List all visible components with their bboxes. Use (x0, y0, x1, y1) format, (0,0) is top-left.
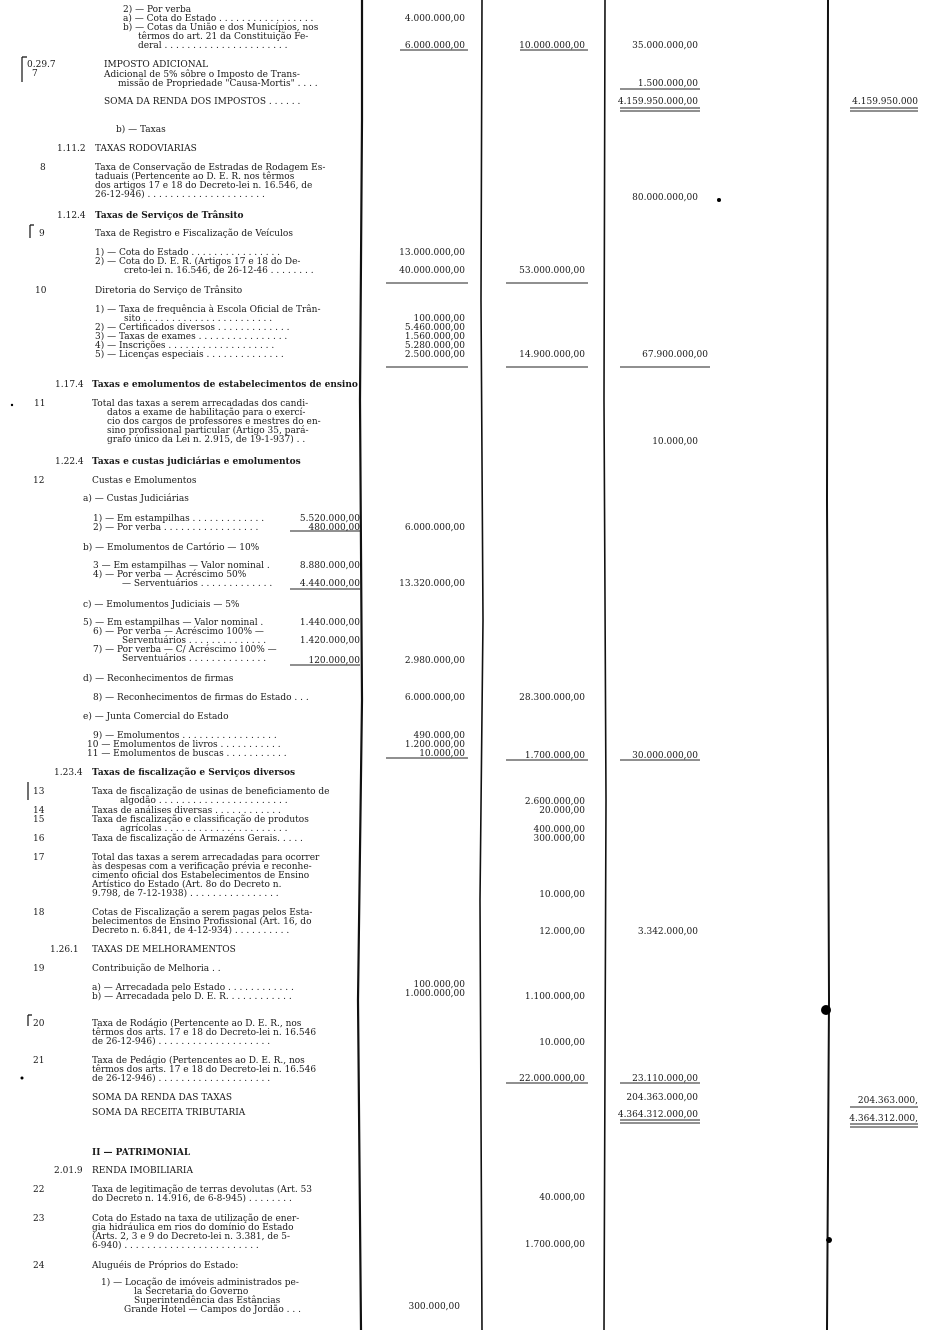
amount-value: 1.500.000,00 (637, 79, 698, 89)
amount-value: 80.000.000,00 (632, 193, 698, 203)
text-line: Serventuários . . . . . . . . . . . . . . (122, 654, 267, 664)
amount-value: 23.110.000,00 (632, 1074, 698, 1084)
text-line: II — PATRIMONIAL (92, 1148, 191, 1158)
text-line: a) — Custas Judiciárias (83, 494, 189, 504)
text-line: SOMA DA RENDA DOS IMPOSTOS . . . . . . (104, 97, 301, 107)
amount-value: 10.000,00 (652, 437, 698, 447)
text-line: 14 (33, 806, 45, 816)
text-line: Diretoria do Serviço de Trânsito (95, 286, 243, 296)
text-line: 2) — Certificados diversos . . . . . . . . . . . . . (95, 323, 290, 333)
text-line: Superintendência das Estâncias (134, 1296, 281, 1306)
text-line: sino profissional particular (Artigo 35, pará- (107, 426, 309, 436)
text-line: dos artigos 17 e 18 do Decreto-lei n. 16.546, de (95, 181, 313, 191)
text-line: 2) — Por verba . . . . . . . . . . . . . . . . . (93, 523, 259, 533)
text-line: Taxas de Serviços de Trânsito (95, 211, 244, 221)
text-line: sito . . . . . . . . . . . . . . . . . . . . . . . (124, 314, 273, 324)
text-line: 11 (34, 399, 46, 409)
text-line: Taxas e emolumentos de estabelecimentos de ensino (92, 380, 358, 390)
text-line: Taxa de Conservação de Estradas de Rodagem Es- (95, 163, 326, 173)
text-line: Taxas e custas judiciárias e emolumentos (92, 457, 301, 467)
text-line: às despesas com a verificação prévia e reconhe- (92, 862, 312, 872)
amount-value: 35.000.000,00 (632, 41, 698, 51)
text-line: Cota do Estado na taxa de utilização de ener- (92, 1214, 300, 1224)
text-line: Taxas de análises diversas . . . . . . . . . . . . (92, 806, 281, 816)
text-line: 24 (33, 1261, 45, 1271)
text-line: 17 (33, 853, 45, 863)
amount-value: 4.364.312.000,00 (617, 1110, 698, 1120)
amount-value: 1.200.000,00 (404, 740, 465, 750)
text-line: têrmos do art. 21 da Constituição Fe- (138, 32, 309, 42)
text-line: 1.26.1 (50, 945, 79, 955)
amount-value: 300.000,00 (533, 834, 585, 844)
amount-value: 67.900.000,00 (642, 350, 708, 360)
text-line: Taxa de Pedágio (Pertencentes ao D. E. R., nos (92, 1056, 305, 1066)
text-line: Contribuição de Melhoria . . (92, 964, 221, 974)
amount-value: 6.000.000,00 (404, 693, 465, 703)
text-line: SOMA DA RECEITA TRIBUTARIA (92, 1108, 246, 1118)
text-line: 8) — Reconhecimentos de firmas do Estado . . . (93, 693, 309, 703)
text-line: 22 (33, 1185, 45, 1195)
text-line: Decreto n. 6.841, de 4-12-934) . . . . . . . . . . (92, 926, 290, 936)
text-line: têrmos dos arts. 17 e 18 do Decreto-lei n. 16.546 (92, 1028, 317, 1038)
amount-value: 12.000,00 (539, 927, 585, 937)
amount-value: 2.500.000,00 (404, 350, 465, 360)
amount-value: 53.000.000,00 (519, 266, 585, 276)
amount-value: 6.000.000,00 (404, 523, 465, 533)
amount-value: 4.159.950.000 (852, 97, 918, 107)
text-line: e) — Junta Comercial do Estado (83, 712, 229, 722)
text-line: a) — Cota do Estado . . . . . . . . . . . . . . . . . (123, 14, 314, 24)
text-line: 3 — Em estampilhas — Valor nominal . (93, 561, 270, 571)
amount-value: 6.000.000,00 (404, 41, 465, 51)
text-line: 23 (33, 1214, 45, 1224)
text-line: 3) — Taxas de exames . . . . . . . . . . . . . . . . (95, 332, 288, 342)
text-line: 5) — Licenças especiais . . . . . . . . . . . . . . (95, 350, 284, 360)
text-line: Custas e Emolumentos (92, 476, 197, 486)
text-line: d) — Reconhecimentos de firmas (83, 674, 234, 684)
text-line: 2) — Por verba (123, 5, 192, 15)
amount-value: 204.363.000, (857, 1096, 918, 1106)
text-line: agrícolas . . . . . . . . . . . . . . . . . . . . . . (120, 824, 288, 834)
text-line: Taxa de Registro e Fiscalização de Veículos (95, 229, 293, 239)
text-line: 21 (33, 1056, 45, 1066)
text-line: 2) — Cota do D. E. R. (Artigos 17 e 18 do De- (95, 257, 301, 267)
text-line: (Arts. 2, 3 e 9 do Decreto-lei n. 3.381, de 5- (92, 1232, 291, 1242)
text-line: Adicional de 5% sôbre o Imposto de Trans- (104, 70, 300, 80)
text-line: belecimentos de Ensino Profissional (Art. 16, do (92, 917, 312, 927)
text-line: gia hidráulica em rios do domínio do Estado (92, 1223, 294, 1233)
amount-value: 120.000,00 (308, 656, 360, 666)
text-line: 1) — Locação de imóveis administrados pe- (101, 1278, 299, 1288)
text-line: IMPOSTO ADICIONAL (104, 60, 209, 70)
text-line: taduais (Pertencente ao D. E. R. nos têrmos (95, 172, 295, 182)
text-line: 11 — Emolumentos de buscas . . . . . . . . . . . (87, 749, 287, 759)
text-line: Artístico do Estado (Art. 8o do Decreto n. (92, 880, 282, 890)
text-line: 1.17.4 (55, 380, 84, 390)
text-line: 6) — Por verba — Acréscimo 100% — (93, 627, 264, 637)
text-line: 13 (33, 787, 45, 797)
amount-value: 22.000.000,00 (519, 1074, 585, 1084)
amount-value: 10.000,00 (539, 890, 585, 900)
text-line: algodão . . . . . . . . . . . . . . . . . . . . . . . (120, 796, 288, 806)
text-line: 20 (33, 1019, 45, 1029)
text-line: cio dos cargos de professores e mestres do en- (107, 417, 321, 427)
amount-value: 10.000.000,00 (519, 41, 585, 51)
text-line: 12 (33, 476, 45, 486)
amount-value: 28.300.000,00 (519, 693, 585, 703)
amount-value: 100.000,00 (413, 980, 465, 990)
text-line: b) — Emolumentos de Cartório — 10% (83, 543, 260, 553)
text-line: Taxas de fiscalização e Serviços diversos (92, 768, 296, 778)
text-line: 1.23.4 (54, 768, 83, 778)
text-line: 9 (39, 229, 45, 239)
text-line: 7 (32, 69, 38, 79)
text-line: 1) — Cota do Estado . . . . . . . . . . . . . . . . (95, 248, 281, 258)
amount-value: 4.440.000,00 (299, 579, 360, 589)
text-line: Serventuários . . . . . . . . . . . . . . (122, 636, 267, 646)
text-line: missão de Propriedade "Causa-Mortis" . . . . (118, 79, 318, 89)
text-line: 1.12.4 (57, 211, 86, 221)
text-line: b) — Arrecadada pelo D. E. R. . . . . . . . . . . . (92, 992, 292, 1002)
amount-value: 1.000.000,00 (404, 989, 465, 999)
text-line: deral . . . . . . . . . . . . . . . . . . . . . . (138, 41, 288, 51)
text-line: — Serventuários . . . . . . . . . . . . . (122, 579, 273, 589)
text-line: Total das taxas a serem arrecadadas para ocorrer (92, 853, 320, 863)
amount-value: 4.159.950.000,00 (617, 97, 698, 107)
amount-value: 5.280.000,00 (404, 341, 465, 351)
text-line: 10 — Emolumentos de livros . . . . . . . . . . . (87, 740, 281, 750)
text-line: Cotas de Fiscalização a serem pagas pelos Esta- (92, 908, 313, 918)
amount-value: 1.700.000,00 (524, 1240, 585, 1250)
text-line: 1.22.4 (55, 457, 84, 467)
amount-value: 1.560.000,00 (404, 332, 465, 342)
amount-value: 10.000,00 (419, 749, 465, 759)
text-line: Taxa de Rodágio (Pertencente ao D. E. R., nos (92, 1019, 302, 1029)
text-line: la Secretaria do Governo (134, 1287, 249, 1297)
text-line: têrmos dos arts. 17 e 18 do Decreto-lei n. 16.546 (92, 1065, 317, 1075)
amount-value: 490.000,00 (413, 731, 465, 741)
text-line: Taxa de fiscalização e classificação de produtos (92, 815, 309, 825)
text-line: de 26-12-946) . . . . . . . . . . . . . . . . . . . . (92, 1074, 271, 1084)
text-line: 9) — Emolumentos . . . . . . . . . . . . . . . . . (93, 731, 277, 741)
amount-value: 1.700.000,00 (524, 751, 585, 761)
text-line: 6-940) . . . . . . . . . . . . . . . . . . . . . . . . (92, 1241, 259, 1251)
text-line: 2.01.9 (54, 1166, 83, 1176)
text-line: b) — Cotas da União e dos Municípios, nos (123, 23, 319, 33)
text-line: 26-12-946) . . . . . . . . . . . . . . . . . . . . . (95, 190, 265, 200)
amount-value: 400.000,00 (533, 825, 585, 835)
text-line: SOMA DA RENDA DAS TAXAS (92, 1093, 232, 1103)
text-line: 1.11.2 (57, 144, 86, 154)
text-line: creto-lei n. 16.546, de 26-12-46 . . . . . . . . (124, 266, 314, 276)
amount-value: 4.364.312.000, (849, 1114, 918, 1124)
amount-value: 13.000.000,00 (399, 248, 465, 258)
text-line: Aluguéis de Próprios do Estado: (92, 1261, 239, 1271)
text-line: 1) — Em estampilhas . . . . . . . . . . . . . (93, 514, 265, 524)
text-line: 8 (40, 163, 46, 173)
amount-value: 20.000,00 (539, 806, 585, 816)
amount-value: 100.000,00 (413, 314, 465, 324)
amount-value: 3.342.000,00 (637, 927, 698, 937)
text-line: Taxa de legitimação de terras devolutas (Art. 53 (92, 1185, 313, 1195)
text-line: 4) — Por verba — Acréscimo 50% (93, 570, 247, 580)
amount-value: 1.440.000,00 (299, 618, 360, 628)
text-line: datos a exame de habilitação para o exercí- (107, 408, 306, 418)
text-line: grafo único da Lei n. 2.915, de 19-1-937) . . (107, 435, 306, 445)
amount-value: 480.000,00 (308, 523, 360, 533)
text-line: 5) — Em estampilhas — Valor nominal . (83, 618, 264, 628)
text-line: b) — Taxas (116, 125, 166, 135)
text-line: a) — Arrecadada pelo Estado . . . . . . . . . . . . (92, 983, 294, 993)
text-line: 1) — Taxa de frequência à Escola Oficial de Trân- (95, 305, 321, 315)
amount-value: 40.000,00 (539, 1193, 585, 1203)
text-line: RENDA IMOBILIARIA (92, 1166, 193, 1176)
amount-value: 300.000,00 (408, 1302, 460, 1312)
amount-value: 204.363.000,00 (626, 1093, 698, 1103)
text-line: 4) — Inscrições . . . . . . . . . . . . . . . . . . . (95, 341, 275, 351)
text-line: 0.29.7 (27, 60, 56, 70)
text-line: TAXAS DE MELHORAMENTOS (92, 945, 236, 955)
amount-value: 5.460.000,00 (404, 323, 465, 333)
text-line: do Decreto n. 14.916, de 6-8-945) . . . . . . . . (92, 1194, 292, 1204)
text-line: 18 (33, 908, 45, 918)
amount-value: 30.000.000,00 (632, 751, 698, 761)
text-line: 9.798, de 7-12-1938) . . . . . . . . . . . . . . . . (92, 889, 279, 899)
text-line: 16 (33, 834, 45, 844)
amount-value: 40.000.000,00 (399, 266, 465, 276)
amount-value: 2.600.000,00 (524, 797, 585, 807)
amount-value: 1.100.000,00 (524, 992, 585, 1002)
amount-value: 1.420.000,00 (299, 636, 360, 646)
text-line: c) — Emolumentos Judiciais — 5% (83, 600, 240, 610)
amount-value: 8.880.000,00 (299, 561, 360, 571)
amount-value: 14.900.000,00 (519, 350, 585, 360)
text-line: Grande Hotel — Campos do Jordão . . . (124, 1305, 301, 1315)
amount-value: 4.000.000,00 (404, 14, 465, 24)
text-line: Total das taxas a serem arrecadadas dos candi- (92, 399, 309, 409)
amount-value: 2.980.000,00 (404, 656, 465, 666)
text-line: 10 (35, 286, 47, 296)
amount-value: 5.520.000,00 (299, 514, 360, 524)
text-line: 19 (33, 964, 45, 974)
text-line: cimento oficial dos Estabelecimentos de Ensino (92, 871, 310, 881)
text-line: 15 (33, 815, 45, 825)
text-line: TAXAS RODOVIARIAS (95, 144, 197, 154)
text-line: de 26-12-946) . . . . . . . . . . . . . . . . . . . . (92, 1037, 271, 1047)
amount-value: 10.000,00 (539, 1038, 585, 1048)
text-line: 7) — Por verba — C/ Acréscimo 100% — (93, 645, 277, 655)
text-line: Taxa de fiscalização de usinas de beneficiamento de (92, 787, 330, 797)
amount-value: 13.320.000,00 (399, 579, 465, 589)
text-line: Taxa de fiscalização de Armazéns Gerais. . . . . (92, 834, 303, 844)
